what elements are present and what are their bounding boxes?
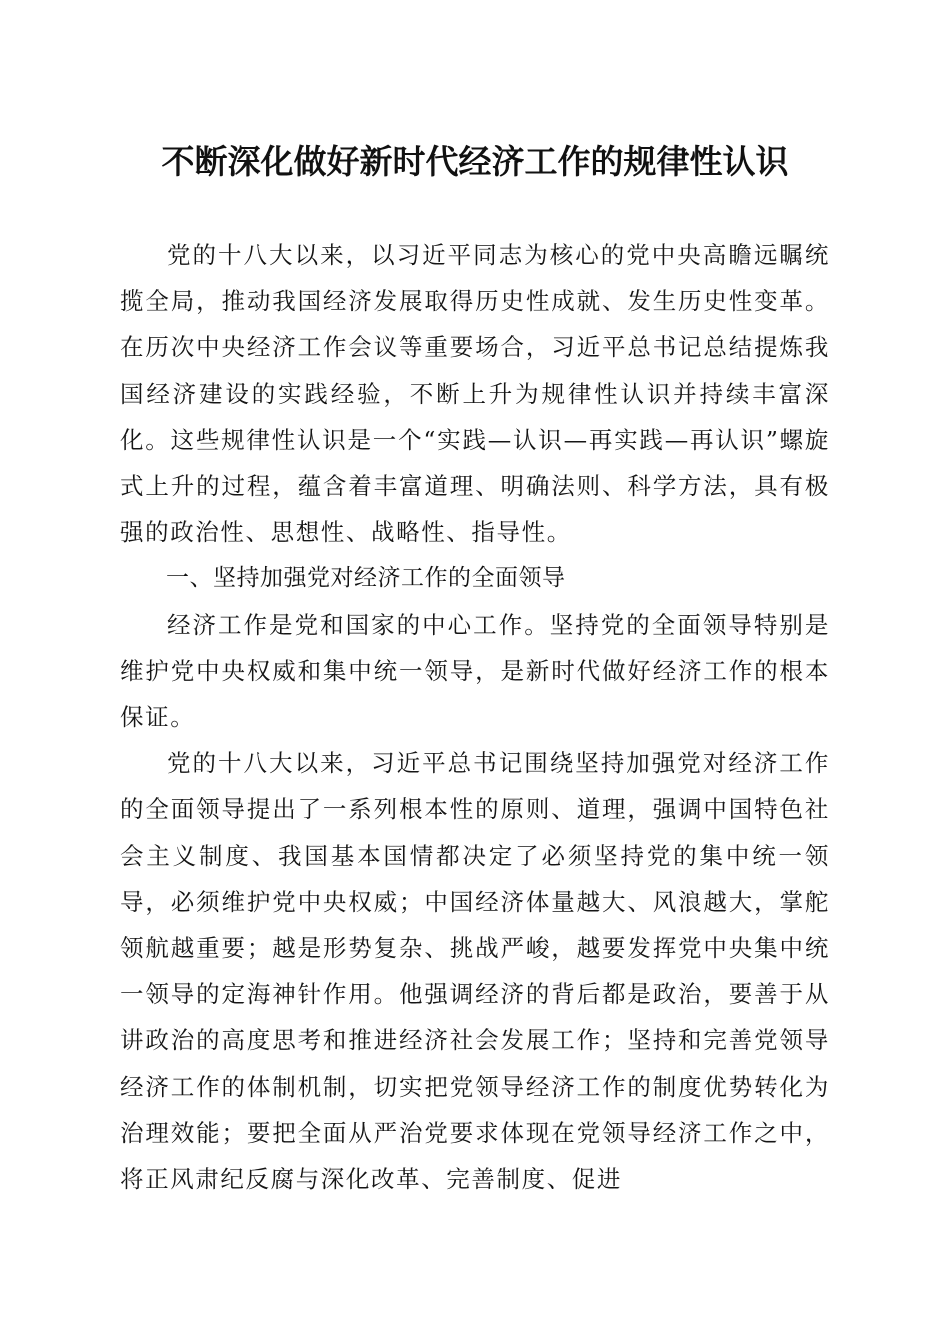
document-body bbox=[120, 232, 830, 1202]
section-paragraph: 党的十八大以来，习近平总书记围绕坚持加强党对经济工作的全面领导提出了一系列根本性的原则、道理，强调中国特色社会主义制度、我国基本国情都决定了必须坚持党的集中统一领导，必须维护党中央权威；中国经济体量越大、风浪越大，掌舵领航越重要；越是形势复杂、挑战严峻，越要发挥党中央集中统一领导的定海神针作用。他强调经济的背后都是政治，要善于从讲政治的高度思考和推进经济社会发展工作；坚持和完善党领导经济工作的体制机制，切实把党领导经济工作的制度优势转化为治理效能；要把全面从严治党要求体现在党领导经济工作之中，将正风肃纪反腐与深化改革、完善制度、促进 bbox=[120, 749, 830, 1194]
section-paragraph: 经济工作是党和国家的中心工作。坚持党的全面领导特别是维护党中央权威和集中统一领导，是新时代做好经济工作的根本保证。 bbox=[120, 610, 830, 732]
intro-paragraph: 党的十八大以来，以习近平同志为核心的党中央高瞻远瞩统揽全局，推动我国经济发展取得历史性成就、发生历史性变革。在历次中央经济工作会议等重要场合，习近平总书记总结提炼我国经济建设的实践经验，不断上升为规律性认识并持续丰富深化。这些规律性认识是一个“实践—认识—再实践—再认识”螺旋式上升的过程，蕴含着丰富道理、明确法则、科学方法，具有极强的政治性、思想性、战略性、指导性。 bbox=[120, 241, 830, 547]
document-title: 不断深化做好新时代经济工作的规律性认识 bbox=[161, 142, 789, 181]
section-heading: 一、坚持加强党对经济工作的全面领导 bbox=[166, 565, 566, 592]
